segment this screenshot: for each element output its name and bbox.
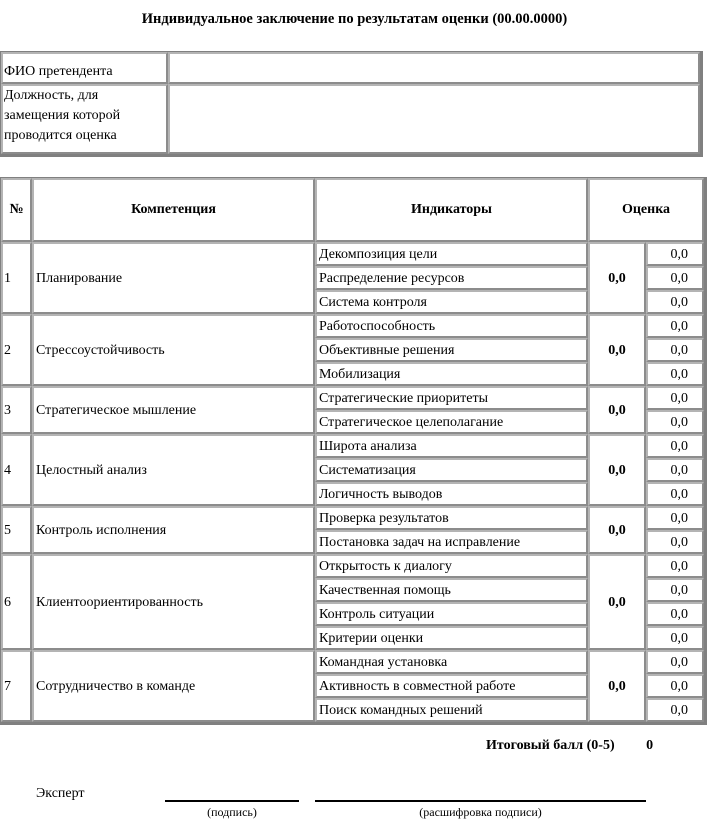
total-label: Итоговый балл (0-5) (486, 738, 615, 753)
fio-label: ФИО претендента (1, 52, 168, 84)
indicator-score[interactable]: 0,0 (646, 698, 704, 722)
indicator-score[interactable]: 0,0 (646, 242, 704, 266)
indicator-score[interactable]: 0,0 (646, 362, 704, 386)
fio-value[interactable] (168, 52, 700, 84)
indicator-score[interactable]: 0,0 (646, 554, 704, 578)
competency-average-score: 0,0 (588, 242, 646, 314)
competency-name: Целостный анализ (32, 434, 315, 506)
indicator-name: Качественная помощь (315, 578, 588, 602)
signature-line[interactable] (165, 800, 299, 802)
indicator-name: Декомпозиция цели (315, 242, 588, 266)
indicator-score[interactable]: 0,0 (646, 530, 704, 554)
indicator-score[interactable]: 0,0 (646, 434, 704, 458)
indicator-name: Система контроля (315, 290, 588, 314)
candidate-info-table (0, 51, 703, 157)
indicator-score[interactable]: 0,0 (646, 626, 704, 650)
indicator-score[interactable]: 0,0 (646, 578, 704, 602)
header-indicators: Индикаторы (315, 178, 588, 242)
indicator-name: Объективные решения (315, 338, 588, 362)
table-row (1, 242, 704, 266)
header-num: № (1, 178, 32, 242)
competency-average-score: 0,0 (588, 650, 646, 722)
indicator-name: Стратегические приоритеты (315, 386, 588, 410)
signature-decode-line[interactable] (315, 800, 646, 802)
indicator-name: Поиск командных решений (315, 698, 588, 722)
table-row (1, 434, 704, 458)
signature-decode-caption: (расшифровка подписи) (419, 805, 542, 819)
document-title: Индивидуальное заключение по результатам оценки (00.00.0000) (141, 11, 568, 27)
header-competency: Компетенция (32, 178, 315, 242)
indicator-score[interactable]: 0,0 (646, 650, 704, 674)
table-row (1, 506, 704, 530)
table-header-row (1, 178, 704, 242)
indicator-name: Активность в совместной работе (315, 674, 588, 698)
competency-number: 3 (1, 386, 32, 434)
competency-number: 6 (1, 554, 32, 650)
table-row (1, 650, 704, 674)
indicator-score[interactable]: 0,0 (646, 338, 704, 362)
indicator-name: Постановка задач на исправление (315, 530, 588, 554)
position-value[interactable] (168, 84, 700, 154)
competency-number: 7 (1, 650, 32, 722)
indicator-score[interactable]: 0,0 (646, 674, 704, 698)
competency-name: Планирование (32, 242, 315, 314)
competency-average-score: 0,0 (588, 386, 646, 434)
indicator-score[interactable]: 0,0 (646, 458, 704, 482)
competency-name: Контроль исполнения (32, 506, 315, 554)
total-value: 0 (646, 738, 654, 753)
indicator-score[interactable]: 0,0 (646, 314, 704, 338)
competency-average-score: 0,0 (588, 554, 646, 650)
indicator-name: Мобилизация (315, 362, 588, 386)
indicator-name: Командная установка (315, 650, 588, 674)
expert-label: Эксперт (36, 786, 85, 801)
competency-average-score: 0,0 (588, 434, 646, 506)
indicator-name: Распределение ресурсов (315, 266, 588, 290)
competency-average-score: 0,0 (588, 314, 646, 386)
indicator-name: Проверка результатов (315, 506, 588, 530)
competency-table (0, 177, 707, 725)
table-row (1, 314, 704, 338)
competency-name: Сотрудничество в команде (32, 650, 315, 722)
indicator-score[interactable]: 0,0 (646, 290, 704, 314)
indicator-name: Работоспособность (315, 314, 588, 338)
position-label: Должность, для замещения которой проводится оценка (1, 84, 168, 154)
header-score: Оценка (588, 178, 704, 242)
position-row (1, 84, 700, 154)
competency-number: 1 (1, 242, 32, 314)
indicator-score[interactable]: 0,0 (646, 266, 704, 290)
competency-average-score: 0,0 (588, 506, 646, 554)
signature-caption: (подпись) (207, 805, 257, 819)
indicator-score[interactable]: 0,0 (646, 506, 704, 530)
indicator-name: Широта анализа (315, 434, 588, 458)
indicator-name: Контроль ситуации (315, 602, 588, 626)
indicator-score[interactable]: 0,0 (646, 602, 704, 626)
competency-number: 2 (1, 314, 32, 386)
total-score (486, 738, 653, 754)
table-row (1, 386, 704, 410)
competency-name: Стрессоустойчивость (32, 314, 315, 386)
indicator-name: Стратегическое целеполагание (315, 410, 588, 434)
competency-number: 5 (1, 506, 32, 554)
indicator-name: Открытость к диалогу (315, 554, 588, 578)
competency-number: 4 (1, 434, 32, 506)
indicator-name: Систематизация (315, 458, 588, 482)
indicator-score[interactable]: 0,0 (646, 386, 704, 410)
competency-name: Клиентоориентированность (32, 554, 315, 650)
indicator-score[interactable]: 0,0 (646, 410, 704, 434)
fio-row (1, 52, 700, 84)
indicator-name: Логичность выводов (315, 482, 588, 506)
table-row (1, 554, 704, 578)
indicator-name: Критерии оценки (315, 626, 588, 650)
competency-name: Стратегическое мышление (32, 386, 315, 434)
indicator-score[interactable]: 0,0 (646, 482, 704, 506)
